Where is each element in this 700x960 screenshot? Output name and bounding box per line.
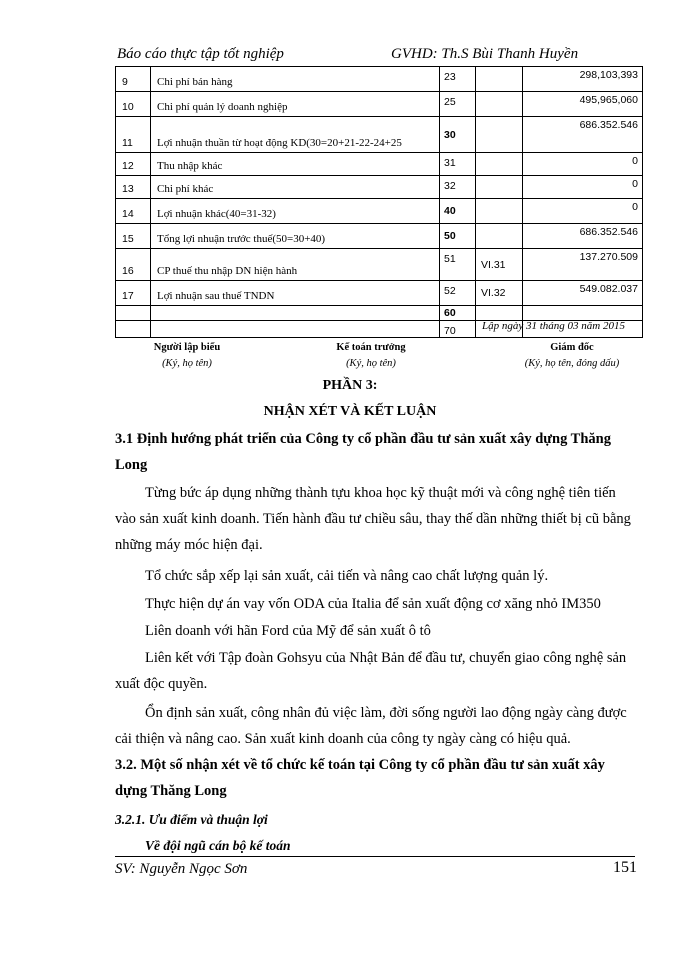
row-code: 25 <box>440 92 476 117</box>
row-amount <box>523 306 643 321</box>
row-note <box>476 306 523 321</box>
row-code: 30 <box>440 117 476 153</box>
row-code: 60 <box>440 306 476 321</box>
row-amount: 0 <box>523 153 643 176</box>
table-row <box>116 92 643 117</box>
section-3-2-heading: 3.2. Một số nhận xét về tổ chức kế toán tại Công ty cổ phần đầu tư sản xuất xây dựng Thăng Long <box>115 757 605 799</box>
table-row <box>116 117 643 153</box>
row-number: 16 <box>116 249 151 281</box>
date-line: Lập ngày 31 tháng 03 năm 2015 <box>482 320 625 332</box>
table-row <box>116 153 643 176</box>
row-amount: 0 <box>523 176 643 199</box>
row-item-name <box>151 306 440 321</box>
signature-preparer <box>102 342 272 369</box>
row-item-name: Lợi nhuận sau thuế TNDN <box>151 281 440 306</box>
page-number: 151 <box>613 859 637 876</box>
section-3-2-1-heading: 3.2.1. Ưu điểm và thuận lợi <box>115 812 268 827</box>
signature-director <box>487 342 657 369</box>
row-amount: 495,965,060 <box>523 92 643 117</box>
row-item-name: Lợi nhuận thuần từ hoạt động KD(30=20+21-22-24+25 <box>151 117 440 153</box>
row-item-name: Lợi nhuận khác(40=31-32) <box>151 199 440 224</box>
paragraph: Liên kết với Tập đoàn Gohsyu của Nhật Bản để đầu tư, chuyển giao công nghệ sản xuất độc quyền. <box>115 650 627 692</box>
row-amount: 298,103,393 <box>523 67 643 92</box>
row-code: 31 <box>440 153 476 176</box>
row-note: VI.31 <box>476 249 523 281</box>
header-left: Báo cáo thực tập tốt nghiệp <box>117 46 284 62</box>
row-amount: 137.270.509 <box>523 249 643 281</box>
sub-heading: Về đội ngũ cán bộ kế toán <box>145 838 291 853</box>
part-title: PHẦN 3: <box>322 378 378 393</box>
signature-title: Kế toán trưởng <box>336 342 406 353</box>
row-number: 10 <box>116 92 151 117</box>
row-note <box>476 92 523 117</box>
table-row <box>116 67 643 92</box>
row-code: 51 <box>440 249 476 281</box>
table-row <box>116 249 643 281</box>
row-number <box>116 321 151 338</box>
paragraph: Liên doanh với hãn Ford của Mỹ để sản xuất ô tô <box>145 623 431 639</box>
paragraph: Ổn định sản xuất, công nhân đủ việc làm, đời sống người lao động ngày càng được cải thiện và nâng cao. Sản xuất kinh doanh của công ty ngày càng có hiệu quả. <box>115 705 627 747</box>
row-amount: 0 <box>523 199 643 224</box>
row-amount: 686.352.546 <box>523 224 643 249</box>
row-item-name <box>151 321 440 338</box>
paragraph: Từng bức áp dụng những thành tựu khoa học kỹ thuật mới và công nghệ tiên tiến vào sản xuất kinh doanh. Tiến hành đầu tư chiều sâu, thay thế dần những thiết bị cũ bằng những máy móc hiện đại. <box>115 485 631 553</box>
row-number: 12 <box>116 153 151 176</box>
row-item-name: Chi phí khác <box>151 176 440 199</box>
row-note <box>476 117 523 153</box>
paragraph: Tổ chức sắp xếp lại sản xuất, cải tiến và nâng cao chất lượng quản lý. <box>145 568 549 584</box>
row-number: 9 <box>116 67 151 92</box>
section-3-1-heading: 3.1 Định hướng phát triển của Công ty cổ phần đầu tư sản xuất xây dựng Thăng Long <box>115 431 611 473</box>
row-number: 17 <box>116 281 151 306</box>
row-amount: 686.352.546 <box>523 117 643 153</box>
signature-note: (Ký, họ tên) <box>346 358 396 369</box>
footer-student: SV: Nguyễn Ngọc Sơn <box>115 861 248 877</box>
paragraph: Thực hiện dự án vay vốn ODA của Italia để sản xuất động cơ xăng nhỏ IM350 <box>145 596 601 612</box>
part-subtitle: NHẬN XÉT VÀ KẾT LUẬN <box>263 404 437 419</box>
row-number <box>116 306 151 321</box>
row-code: 32 <box>440 176 476 199</box>
row-code: 70 <box>440 321 476 338</box>
row-note <box>476 67 523 92</box>
row-note <box>476 199 523 224</box>
row-number: 13 <box>116 176 151 199</box>
page-footer <box>115 856 637 877</box>
table-row <box>116 306 643 321</box>
row-code: 52 <box>440 281 476 306</box>
page-header <box>115 44 617 67</box>
signature-chief-accountant <box>286 342 456 369</box>
row-code: 40 <box>440 199 476 224</box>
signature-title: Giám đốc <box>550 342 594 353</box>
row-number: 14 <box>116 199 151 224</box>
income-statement-table <box>115 66 643 338</box>
row-code: 23 <box>440 67 476 92</box>
row-item-name: Tổng lợi nhuận trước thuế(50=30+40) <box>151 224 440 249</box>
row-item-name: Thu nhập khác <box>151 153 440 176</box>
signature-title: Người lập biểu <box>153 342 221 353</box>
row-note <box>476 224 523 249</box>
row-note <box>476 176 523 199</box>
table-row <box>116 224 643 249</box>
row-number: 11 <box>116 117 151 153</box>
row-note <box>476 153 523 176</box>
row-item-name: Chi phí quản lý doanh nghiệp <box>151 92 440 117</box>
header-right: GVHD: Th.S Bùi Thanh Huyền <box>391 46 579 62</box>
row-item-name: CP thuế thu nhập DN hiện hành <box>151 249 440 281</box>
table-row <box>116 281 643 306</box>
row-code: 50 <box>440 224 476 249</box>
row-amount: 549.082.037 <box>523 281 643 306</box>
row-note: VI.32 <box>476 281 523 306</box>
signature-note: (Ký, họ tên) <box>162 358 212 369</box>
signature-note: (Ký, họ tên, đóng dấu) <box>524 358 620 369</box>
row-number: 15 <box>116 224 151 249</box>
table-row <box>116 199 643 224</box>
table-row <box>116 176 643 199</box>
row-item-name: Chi phí bán hàng <box>151 67 440 92</box>
